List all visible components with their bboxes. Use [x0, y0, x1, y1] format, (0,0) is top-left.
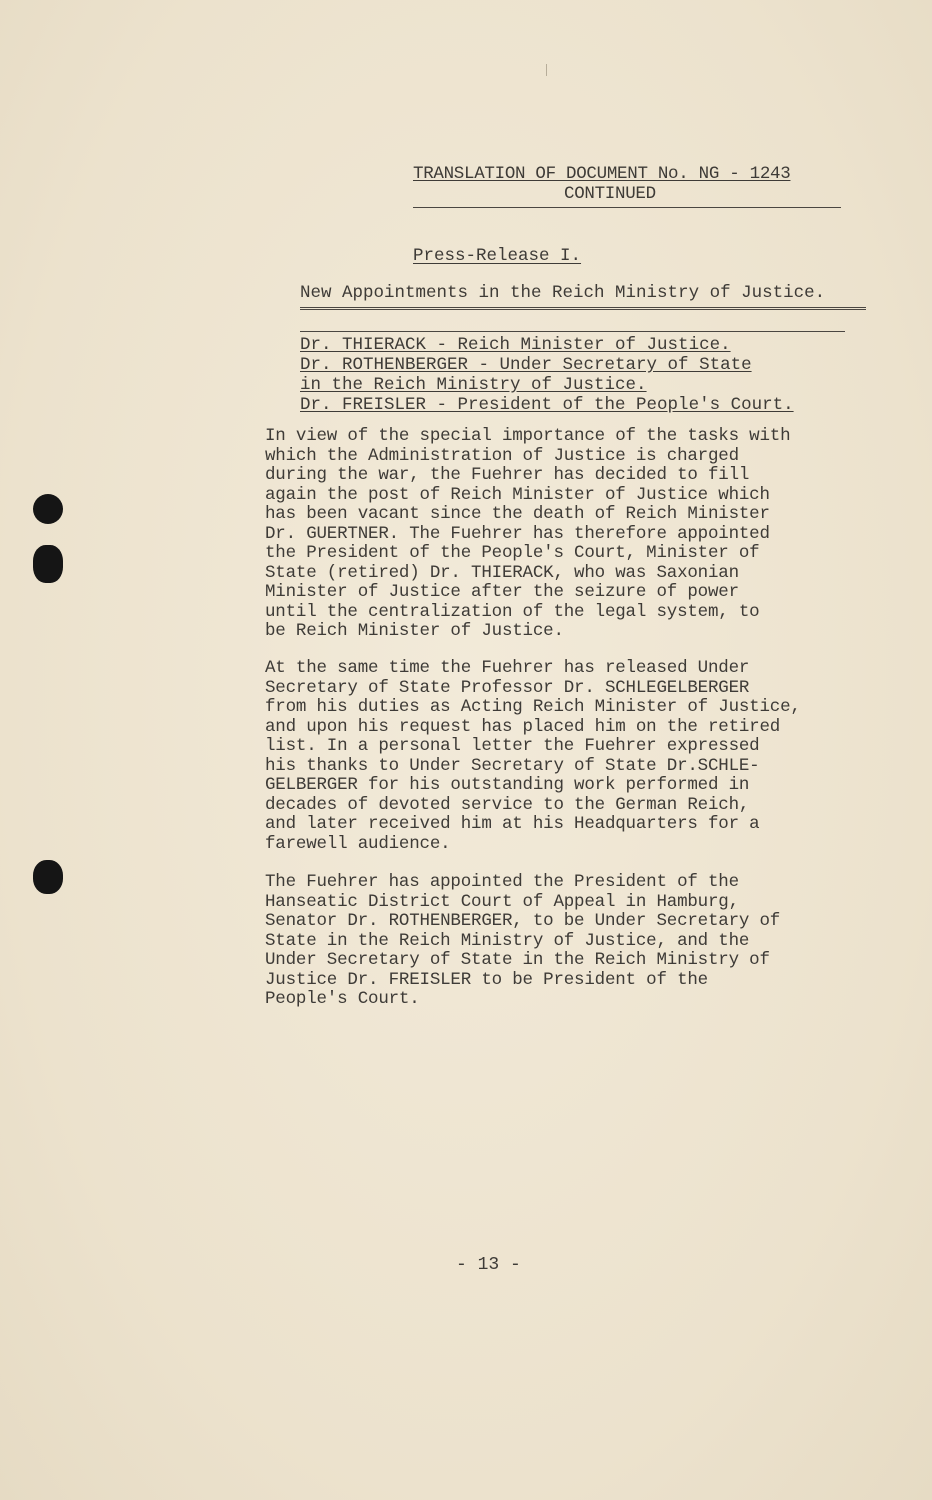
appointment-list: [300, 331, 845, 415]
press-release-title: Press-Release I.: [413, 246, 582, 266]
paragraph-2: At the same time the Fuehrer has released Under Secretary of State Professor Dr. SCHLEGELBERGER from his duties as Acting Reich Minister of Justice, and upon his request has placed him on the retired list. In a personal letter the Fuehrer expressed his thanks to Under Secretary of State Dr.SCHLE- GELBERGER for his outstanding work performed in decades of devoted service to the German Reich, and later received him at his Headquarters for a farewell audience.: [265, 658, 801, 854]
punch-hole-middle: [33, 545, 63, 583]
paragraph-3: The Fuehrer has appointed the President of the Hanseatic District Court of Appeal in Hamburg, Senator Dr. ROTHENBERGER, to be Under Secretary of State in the Reich Ministry of Justice, and the Under Secretary of State in the Reich Ministry of Justice Dr. FREISLER to be President of the People's Court.: [265, 872, 781, 1009]
header-continued-line: CONTINUED: [564, 184, 656, 204]
header-translation-line: TRANSLATION OF DOCUMENT No. NG - 1243: [413, 164, 791, 184]
paragraph-1: In view of the special importance of the tasks with which the Administration of Justice is charged during the war, the Fuehrer has decided to fill again the post of Reich Minister of Justice which has been vacant since the death of Reich Minister Dr. GUERTNER. The Fuehrer has therefore appointed the President of the People's Court, Minister of State (retired) Dr. THIERACK, who was Saxonian Minister of Justice after the seizure of power until the centralization of the legal system, to be Reich Minister of Justice.: [265, 426, 791, 641]
appointment-line: Dr. ROTHENBERGER - Under Secretary of State: [300, 355, 752, 375]
appointments-title: New Appointments in the Reich Ministry of Justice.: [300, 283, 866, 310]
punch-hole-top: [33, 494, 63, 524]
punch-hole-bottom: [33, 860, 63, 894]
document-header: [413, 164, 841, 208]
paper-mark: [546, 64, 547, 76]
page-number: - 13 -: [456, 1255, 521, 1275]
appointment-line: Dr. THIERACK - Reich Minister of Justice.: [300, 335, 731, 355]
appointment-line: Dr. FREISLER - President of the People's Court.: [300, 395, 794, 415]
appointment-line: in the Reich Ministry of Justice.: [300, 375, 647, 395]
